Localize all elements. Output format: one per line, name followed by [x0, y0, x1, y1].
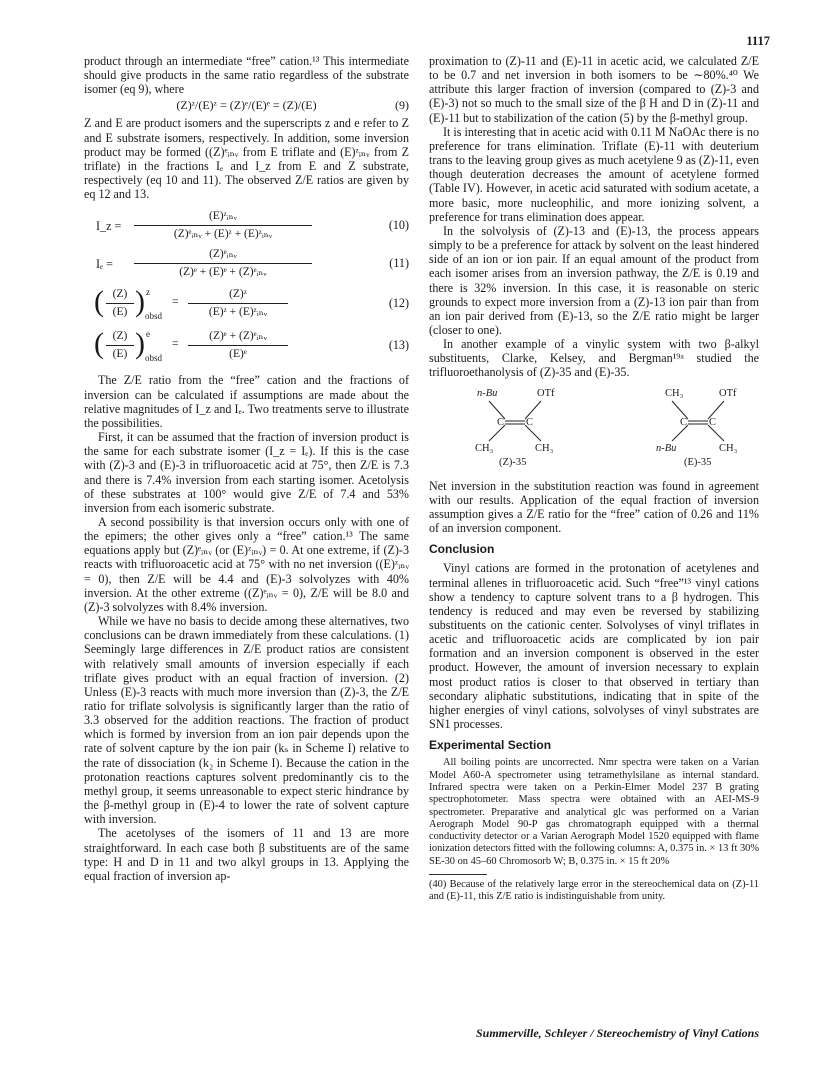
equation-9 — [84, 98, 409, 114]
paragraph: A second possibility is that inversion occurs only with one of the epimers; the other gives only a “free” cation.¹³ The same equations apply but (Z)ᵉᵢₙᵥ (or (E)ᶻᵢₙᵥ) = 0. At one extreme, if (Z)-3 reacts with trifluoroacetic acid at 75° with no net inversion ((E)ᶻᵢₙᵥ = 0), then Z/E will be 4.4 and (E)-3 solvolyzes with 40% inversion. At the other extreme ((Z)ᵉᵢₙᵥ = 0), Z/E will be 8.0 and (Z)-3 solvolyzes with 8.4% inversion. — [84, 514, 409, 614]
paragraph: Net inversion in the substitution reaction was found in agreement with our results. Application of the equal fraction of inversion assumption gives a Z/E ratio for the “free” cation of 0.26 and 11% of an inversion component. — [429, 478, 759, 536]
footnote-divider — [429, 874, 487, 875]
numerator: (Z)ᵉᵢₙᵥ — [134, 247, 312, 263]
structure-atom: C — [497, 416, 505, 428]
structure-label: OTf — [537, 387, 555, 399]
equation-lhs: Iₑ = — [96, 257, 113, 272]
fraction — [134, 209, 312, 240]
paragraph: It is interesting that in acetic acid with 0.11 M NaOAc there is no preference for trans elimination. Triflate (E)-11 with deuterium trans to the leaving group gives as much acetylene 9 as (Z)-11, even though deuteration decreases the amount of acetylene formed (Table IV). However, in acetic acid saturated with sodium acetate, a more basic, more nucleophilic, and more ionizing solvent, a preference for trans elimination does appear. — [429, 124, 759, 224]
right-column — [429, 54, 759, 904]
fraction — [188, 287, 288, 318]
superscript: z — [146, 287, 150, 298]
subscript: obsd — [145, 311, 163, 322]
structure-atom: C — [709, 416, 717, 428]
equation-11 — [84, 247, 409, 281]
paragraph: While we have no basis to decide among these alternatives, two conclusions can be drawn immediately from these calculations. (1) Seemingly large differences in Z/E product ratios are consistent with relatively small amounts of inversion especially if each triflate gives product with an equal fraction of inversion. (2) Unless (E)-3 reacts with much more inversion than (Z)-3, the Z/E ratio for triflate solvolysis is significantly larger than the ratio of 3.3 observed for the addition reactions. The fraction of product which is formed by inversion from an ion pair depends upon the rate of solvent capture by the ion pair (kₛ in Scheme I) relative to the rate of dissociation (k₂ in Scheme I). Because the cation in the protonation reactions captures solvent predominantly cis to the methyl group, it seems unreasonable to expect steric hindrance by the β-methyl group in (E)-4 to lower the rate of solvent capture with inversion. — [84, 614, 409, 827]
structure-label: CH₃ — [535, 442, 554, 454]
paragraph: The Z/E ratio from the “free” cation and the fractions of inversion can be calculated if assumptions are made about the relative magnitudes of I_z and Iₑ. Two treatments serve to illustrate the possibilities. — [84, 373, 409, 430]
structure-label: CH₃ — [665, 387, 684, 399]
denominator: (E)ᶻ + (E)ᶻᵢₙᵥ — [208, 305, 268, 318]
denominator: (E) — [112, 305, 128, 318]
paragraph: Vinyl cations are formed in the protonation of acetylenes and terminal allenes in trifluoroacetic acid. Such “free”¹³ vinyl cations show a tendency to capture solvent trans to a β hydrogen. This tendency is reduced and may even be reversed by stabilizing substituents on the cationic center. Solvolyses of vinyl triflates in acetic and trifluoroacetic acids are complicated by ion pair formation and an inversion component is observed in the ester product. However, the amount of inversion necessary to explain most product ratios is closer to that observed in tertiary than secondary aliphatic substitutions, indicating that in spite of the higher energies of vinyl cations, solvolyses of vinyl substrates are SN1 processes. — [429, 561, 759, 732]
structure-atom: C — [680, 416, 688, 428]
equation-number: (11) — [389, 256, 409, 271]
left-column — [84, 54, 409, 883]
denominator: (Z)ᵉ + (E)ᵉ + (Z)ᵉᵢₙᵥ — [179, 265, 267, 278]
section-heading: Experimental Section — [429, 738, 552, 753]
equation-number: (12) — [388, 296, 409, 311]
structure-name: (E)-35 — [684, 456, 712, 468]
structure-label: n-Bu — [477, 387, 498, 399]
fraction — [134, 247, 312, 278]
chemical-structures — [429, 385, 759, 471]
paren: ( — [94, 327, 104, 361]
superscript: e — [146, 329, 150, 340]
paragraph: In another example of a vinylic system with two β-alkyl substituents, Clarke, Kelsey, and Bergman¹⁹ᵃ studied the trifluoroethanolysis of (Z)-35 and (E)-35. — [429, 337, 759, 380]
denominator: (Z)ᵉᵢₙᵥ + (E)ᶻ + (E)ᶻᵢₙᵥ — [173, 227, 273, 240]
numerator: (Z) — [106, 329, 134, 345]
equation-13 — [84, 327, 409, 365]
equation-12 — [84, 285, 409, 323]
equation-number: (9) — [395, 98, 409, 113]
fraction — [188, 329, 288, 360]
equation-lhs: I_z = — [96, 219, 122, 234]
paragraph: product through an intermediate “free” cation.¹³ This intermediate should give products in the same ratio regardless of the substrate isomer (eq 9), where — [84, 54, 409, 97]
footnote: (40) Because of the relatively large error in the stereochemical data on (Z)-11 and (E)-11, this Z/E ratio is indistinguishable from unity. — [429, 879, 759, 903]
paragraph: proximation to (Z)-11 and (E)-11 in acetic acid, we calculated Z/E to be 0.7 and net inversion in both isomers to be ∼80%.⁴⁰ We attribute this larger fraction of inversion (compared to (Z)-3 and (E)-3) not so much to the small size of the β H and D in (Z)-11 and (E)-11 but to stabilization of the cation (5) by the β-methyl group. — [429, 54, 759, 125]
structure-name: (Z)-35 — [499, 456, 527, 468]
structure-label: OTf — [719, 387, 737, 399]
equals: = — [172, 338, 179, 351]
paragraph: All boiling points are uncorrected. Nmr spectra were taken on a Varian Model A60-A spectrometer using tetramethylsilane as internal standard. Infrared spectra were taken on a Perkin-Elmer Model 237 B grating spectrophotometer. Mass spectra were obtained with an AEI-MS-9 spectrometer. Preparative and analytical glc was performed on a Varian Aerograph Model 90-P gas chromatograph equipped with a thermal conductivity detector or a Varian Aerograph Model 1520 equipped with flame ionization detectors fitted with the following columns: A, 0.375 in. × 13 ft 30% SE-30 on 45–60 Chromosorb W; B, 0.375 in. × 15 ft 20% — [429, 757, 759, 867]
paragraph: In the solvolysis of (Z)-13 and (E)-13, the process appears simply to be a preference for attack by solvent on the least hindered side of an ion or ion pair. If an equal amount of the product from each isomer arises from an inversion pathway, the Z/E is 0.19 and there is 32% inversion. In this case, it is reasonable on steric grounds to expect more inversion from a (Z)-13 ion pair than from an ion pair derived from (E)-13, so the Z/E ratio might be larger (closer to one). — [429, 223, 759, 337]
section-heading: Conclusion — [429, 542, 495, 557]
lhs-fraction — [106, 287, 134, 318]
numerator: (E)ᶻᵢₙᵥ — [134, 209, 312, 225]
equation-number: (13) — [388, 338, 409, 353]
structure-label: n-Bu — [656, 442, 677, 454]
paren: ) — [135, 285, 145, 319]
equation-text: (Z)ᶻ/(E)ᶻ = (Z)ᵉ/(E)ᵉ = (Z)/(E) — [176, 98, 317, 113]
lhs-fraction — [106, 329, 134, 360]
paren: ) — [135, 327, 145, 361]
structure-atom: C — [526, 416, 534, 428]
equals: = — [172, 296, 179, 309]
paragraph: Z and E are product isomers and the superscripts z and e refer to Z and E substrate isomers, respectively. In addition, some inversion product may be formed ((Z)ᵉᵢₙᵥ from E triflate and (E)ᶻᵢₙᵥ from Z triflate) in the fractions Iₑ and I_z from E and Z substrate, respectively (eq 10 and 11). The observed Z/E ratios are given by eq 12 and 13. — [84, 116, 409, 202]
equation-10 — [84, 209, 409, 243]
numerator: (Z)ᵉ + (Z)ᵉᵢₙᵥ — [188, 329, 288, 345]
numerator: (Z) — [106, 287, 134, 303]
numerator: (Z)ᶻ — [188, 287, 288, 303]
paren: ( — [94, 285, 104, 319]
running-footer: Summerville, Schleyer / Stereochemistry of Vinyl Cations — [476, 1026, 760, 1040]
subscript: obsd — [145, 353, 163, 364]
paragraph: The acetolyses of the isomers of 11 and 13 are more straightforward. In each case both β substituents are of the same type: H and D in 11 and two alkyl groups in 13. Applying the equal fraction of inversion ap- — [84, 826, 409, 883]
denominator: (E)ᵉ — [229, 347, 247, 360]
structure-label: CH₃ — [475, 442, 494, 454]
paragraph: First, it can be assumed that the fraction of inversion product is the same for each substrate isomer (I_z = Iₑ). If this is the case with (Z)-3 and (E)-3 in trifluoroacetic acid at 75°, then Z/E is 7.3 and there is 7.4% inversion from each starting isomer. Acetolysis of these substrates at 100° would give Z/E of 7.4 and 53% inversion from each isomeric substrate. — [84, 430, 409, 515]
structure-label: CH₃ — [719, 442, 738, 454]
equation-number: (10) — [388, 218, 409, 233]
page-number: 1117 — [746, 34, 770, 48]
denominator: (E) — [112, 347, 128, 360]
